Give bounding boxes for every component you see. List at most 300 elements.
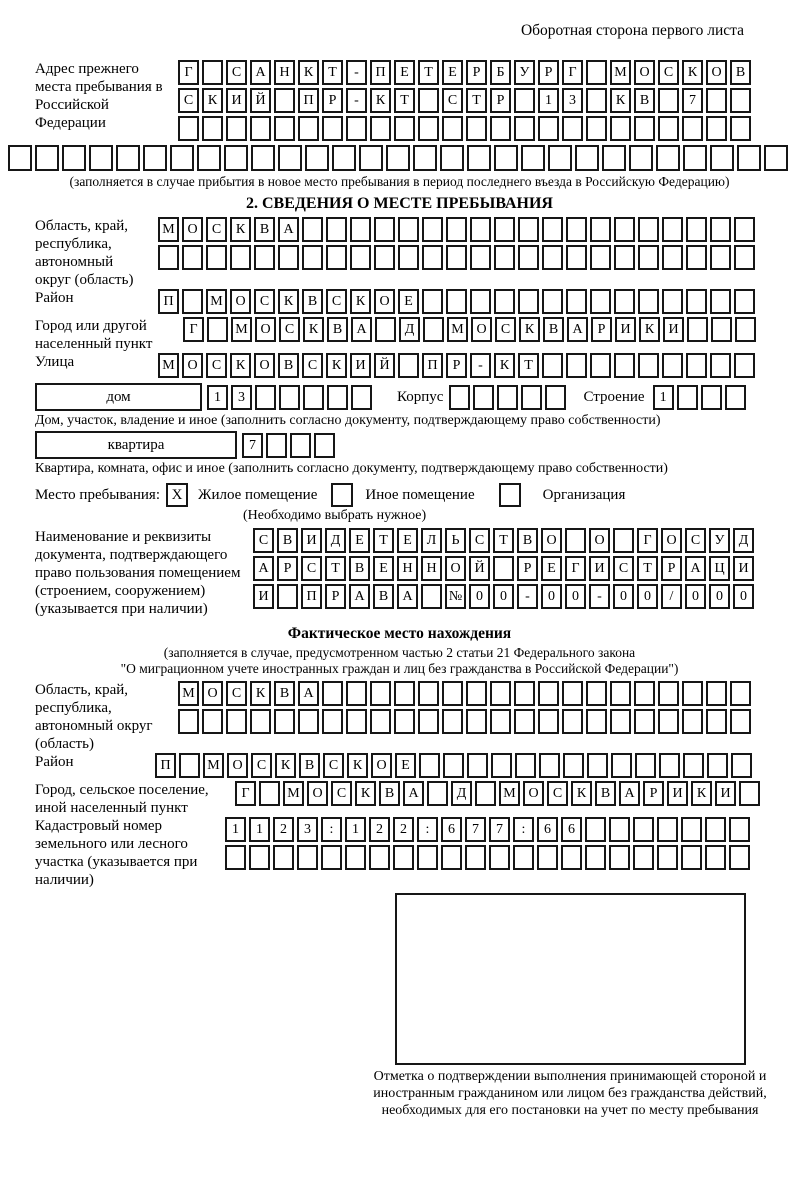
char-box[interactable]: И <box>663 317 684 342</box>
char-box[interactable] <box>466 709 487 734</box>
char-box[interactable]: С <box>226 681 247 706</box>
char-box[interactable]: А <box>349 584 370 609</box>
char-box[interactable] <box>686 217 707 242</box>
char-box[interactable]: О <box>589 528 610 553</box>
char-box[interactable]: Г <box>178 60 199 85</box>
char-box[interactable]: С <box>253 528 274 553</box>
char-box[interactable] <box>735 317 756 342</box>
char-box[interactable] <box>274 88 295 113</box>
char-box[interactable] <box>466 116 487 141</box>
char-box[interactable] <box>658 116 679 141</box>
char-box[interactable] <box>682 681 703 706</box>
char-box[interactable]: Е <box>397 528 418 553</box>
char-box[interactable] <box>514 116 535 141</box>
char-box[interactable]: С <box>301 556 322 581</box>
char-box[interactable]: М <box>203 753 224 778</box>
char-box[interactable] <box>290 433 311 458</box>
char-box[interactable]: С <box>326 289 347 314</box>
char-box[interactable] <box>585 845 606 870</box>
char-box[interactable]: А <box>351 317 372 342</box>
char-box[interactable]: К <box>350 289 371 314</box>
char-box[interactable] <box>418 681 439 706</box>
char-box[interactable]: С <box>495 317 516 342</box>
char-box[interactable]: 1 <box>345 817 366 842</box>
char-box[interactable] <box>470 289 491 314</box>
char-box[interactable] <box>493 556 514 581</box>
char-box[interactable] <box>497 385 518 410</box>
char-box[interactable]: С <box>226 60 247 85</box>
char-box[interactable]: В <box>379 781 400 806</box>
char-box[interactable] <box>394 681 415 706</box>
char-box[interactable] <box>705 817 726 842</box>
char-box[interactable]: П <box>155 753 176 778</box>
char-box[interactable]: Г <box>565 556 586 581</box>
char-box[interactable] <box>351 385 372 410</box>
char-box[interactable]: О <box>541 528 562 553</box>
char-box[interactable] <box>467 753 488 778</box>
char-box[interactable] <box>725 385 746 410</box>
char-box[interactable]: 2 <box>273 817 294 842</box>
char-box[interactable] <box>662 289 683 314</box>
char-box[interactable] <box>658 681 679 706</box>
char-box[interactable] <box>548 145 572 171</box>
char-box[interactable]: В <box>299 753 320 778</box>
char-box[interactable]: 6 <box>537 817 558 842</box>
char-box[interactable] <box>178 116 199 141</box>
char-box[interactable]: Р <box>661 556 682 581</box>
char-box[interactable] <box>350 217 371 242</box>
char-box[interactable]: К <box>298 60 319 85</box>
char-box[interactable] <box>542 289 563 314</box>
char-box[interactable]: Н <box>421 556 442 581</box>
char-box[interactable] <box>417 845 438 870</box>
char-box[interactable]: О <box>471 317 492 342</box>
char-box[interactable]: : <box>513 817 534 842</box>
char-box[interactable] <box>314 433 335 458</box>
char-box[interactable]: Т <box>466 88 487 113</box>
char-box[interactable] <box>565 528 586 553</box>
char-box[interactable] <box>8 145 32 171</box>
char-box[interactable]: О <box>202 681 223 706</box>
char-box[interactable] <box>359 145 383 171</box>
char-box[interactable] <box>375 317 396 342</box>
char-box[interactable]: 7 <box>489 817 510 842</box>
char-box[interactable]: К <box>326 353 347 378</box>
char-box[interactable] <box>609 817 630 842</box>
char-box[interactable]: Д <box>451 781 472 806</box>
char-box[interactable] <box>413 145 437 171</box>
char-box[interactable]: И <box>615 317 636 342</box>
char-box[interactable] <box>634 116 655 141</box>
char-box[interactable] <box>259 781 280 806</box>
char-box[interactable] <box>730 681 751 706</box>
char-box[interactable]: 0 <box>469 584 490 609</box>
char-box[interactable]: 1 <box>538 88 559 113</box>
char-box[interactable]: В <box>254 217 275 242</box>
char-box[interactable] <box>518 245 539 270</box>
char-box[interactable] <box>686 289 707 314</box>
char-box[interactable] <box>634 709 655 734</box>
char-box[interactable] <box>370 116 391 141</box>
char-box[interactable]: С <box>178 88 199 113</box>
char-box[interactable]: И <box>301 528 322 553</box>
char-box[interactable] <box>658 709 679 734</box>
char-box[interactable] <box>494 245 515 270</box>
char-box[interactable] <box>590 289 611 314</box>
checkbox-other-premises[interactable] <box>331 483 353 507</box>
char-box[interactable]: О <box>255 317 276 342</box>
char-box[interactable] <box>590 353 611 378</box>
char-box[interactable]: Й <box>374 353 395 378</box>
char-box[interactable] <box>322 709 343 734</box>
char-box[interactable]: П <box>298 88 319 113</box>
char-box[interactable]: Н <box>397 556 418 581</box>
char-box[interactable]: 7 <box>465 817 486 842</box>
char-box[interactable] <box>657 845 678 870</box>
char-box[interactable]: Т <box>637 556 658 581</box>
char-box[interactable]: С <box>251 753 272 778</box>
char-box[interactable]: О <box>374 289 395 314</box>
char-box[interactable]: Р <box>591 317 612 342</box>
char-box[interactable]: А <box>253 556 274 581</box>
char-box[interactable] <box>662 245 683 270</box>
char-box[interactable]: 3 <box>297 817 318 842</box>
char-box[interactable]: 0 <box>613 584 634 609</box>
char-box[interactable]: В <box>278 353 299 378</box>
char-box[interactable]: А <box>403 781 424 806</box>
char-box[interactable] <box>706 681 727 706</box>
char-box[interactable] <box>734 217 755 242</box>
char-box[interactable]: А <box>619 781 640 806</box>
char-box[interactable] <box>394 116 415 141</box>
char-box[interactable] <box>613 528 634 553</box>
char-box[interactable] <box>398 353 419 378</box>
char-box[interactable] <box>143 145 167 171</box>
char-box[interactable] <box>202 60 223 85</box>
char-box[interactable] <box>441 845 462 870</box>
char-box[interactable]: К <box>303 317 324 342</box>
char-box[interactable] <box>609 845 630 870</box>
char-box[interactable] <box>442 116 463 141</box>
char-box[interactable] <box>707 753 728 778</box>
char-box[interactable]: М <box>610 60 631 85</box>
char-box[interactable]: И <box>589 556 610 581</box>
char-box[interactable] <box>250 709 271 734</box>
char-box[interactable] <box>207 317 228 342</box>
char-box[interactable] <box>734 245 755 270</box>
char-box[interactable] <box>701 385 722 410</box>
char-box[interactable]: П <box>370 60 391 85</box>
char-box[interactable]: П <box>301 584 322 609</box>
char-box[interactable] <box>386 145 410 171</box>
char-box[interactable]: Б <box>490 60 511 85</box>
char-box[interactable]: К <box>355 781 376 806</box>
char-box[interactable]: М <box>447 317 468 342</box>
char-box[interactable]: С <box>442 88 463 113</box>
char-box[interactable]: Т <box>394 88 415 113</box>
char-box[interactable] <box>224 145 248 171</box>
char-box[interactable]: А <box>567 317 588 342</box>
char-box[interactable] <box>467 145 491 171</box>
char-box[interactable]: 0 <box>685 584 706 609</box>
char-box[interactable]: Н <box>274 60 295 85</box>
char-box[interactable]: - <box>346 88 367 113</box>
char-box[interactable]: Г <box>562 60 583 85</box>
char-box[interactable] <box>561 845 582 870</box>
char-box[interactable] <box>590 217 611 242</box>
char-box[interactable] <box>446 289 467 314</box>
char-box[interactable]: М <box>206 289 227 314</box>
char-box[interactable] <box>298 116 319 141</box>
char-box[interactable] <box>491 753 512 778</box>
char-box[interactable]: 2 <box>393 817 414 842</box>
char-box[interactable] <box>730 88 751 113</box>
char-box[interactable] <box>274 116 295 141</box>
char-box[interactable]: 1 <box>207 385 228 410</box>
char-box[interactable] <box>370 709 391 734</box>
char-box[interactable] <box>566 353 587 378</box>
char-box[interactable]: Д <box>399 317 420 342</box>
char-box[interactable] <box>566 217 587 242</box>
char-box[interactable] <box>202 116 223 141</box>
char-box[interactable] <box>682 709 703 734</box>
char-box[interactable] <box>602 145 626 171</box>
char-box[interactable]: Г <box>183 317 204 342</box>
char-box[interactable] <box>575 145 599 171</box>
char-box[interactable]: 6 <box>441 817 462 842</box>
char-box[interactable] <box>273 845 294 870</box>
char-box[interactable] <box>614 245 635 270</box>
char-box[interactable] <box>470 217 491 242</box>
char-box[interactable] <box>729 817 750 842</box>
char-box[interactable] <box>537 845 558 870</box>
char-box[interactable] <box>611 753 632 778</box>
char-box[interactable]: О <box>230 289 251 314</box>
char-box[interactable] <box>586 60 607 85</box>
char-box[interactable]: : <box>417 817 438 842</box>
char-box[interactable]: О <box>661 528 682 553</box>
char-box[interactable]: И <box>667 781 688 806</box>
char-box[interactable] <box>490 681 511 706</box>
char-box[interactable]: В <box>517 528 538 553</box>
char-box[interactable]: В <box>543 317 564 342</box>
char-box[interactable]: Й <box>469 556 490 581</box>
char-box[interactable]: Т <box>373 528 394 553</box>
char-box[interactable] <box>710 217 731 242</box>
char-box[interactable] <box>682 116 703 141</box>
char-box[interactable] <box>681 817 702 842</box>
char-box[interactable]: С <box>331 781 352 806</box>
char-box[interactable] <box>729 845 750 870</box>
char-box[interactable]: Е <box>394 60 415 85</box>
char-box[interactable] <box>279 385 300 410</box>
char-box[interactable] <box>681 845 702 870</box>
char-box[interactable]: П <box>158 289 179 314</box>
char-box[interactable]: П <box>422 353 443 378</box>
char-box[interactable] <box>178 709 199 734</box>
char-box[interactable] <box>369 845 390 870</box>
char-box[interactable]: Г <box>235 781 256 806</box>
char-box[interactable] <box>89 145 113 171</box>
char-box[interactable] <box>638 217 659 242</box>
char-box[interactable]: А <box>397 584 418 609</box>
char-box[interactable] <box>170 145 194 171</box>
char-box[interactable]: О <box>523 781 544 806</box>
char-box[interactable] <box>514 709 535 734</box>
char-box[interactable] <box>370 681 391 706</box>
char-box[interactable] <box>251 145 275 171</box>
char-box[interactable] <box>711 317 732 342</box>
char-box[interactable] <box>394 709 415 734</box>
char-box[interactable] <box>303 385 324 410</box>
char-box[interactable]: 1 <box>225 817 246 842</box>
char-box[interactable]: / <box>661 584 682 609</box>
char-box[interactable]: Т <box>322 60 343 85</box>
char-box[interactable] <box>442 681 463 706</box>
char-box[interactable] <box>677 385 698 410</box>
char-box[interactable]: 0 <box>637 584 658 609</box>
char-box[interactable] <box>545 385 566 410</box>
char-box[interactable]: Е <box>541 556 562 581</box>
char-box[interactable] <box>737 145 761 171</box>
char-box[interactable]: К <box>230 217 251 242</box>
char-box[interactable]: М <box>158 353 179 378</box>
char-box[interactable] <box>566 289 587 314</box>
char-box[interactable]: К <box>571 781 592 806</box>
char-box[interactable] <box>710 145 734 171</box>
char-box[interactable] <box>585 817 606 842</box>
char-box[interactable] <box>158 245 179 270</box>
char-box[interactable] <box>274 709 295 734</box>
char-box[interactable]: Р <box>517 556 538 581</box>
char-box[interactable]: У <box>709 528 730 553</box>
char-box[interactable]: М <box>499 781 520 806</box>
char-box[interactable] <box>230 245 251 270</box>
char-box[interactable]: С <box>613 556 634 581</box>
char-box[interactable]: В <box>373 584 394 609</box>
char-box[interactable] <box>116 145 140 171</box>
char-box[interactable] <box>494 217 515 242</box>
char-box[interactable] <box>226 116 247 141</box>
char-box[interactable] <box>515 753 536 778</box>
char-box[interactable]: Е <box>373 556 394 581</box>
char-box[interactable] <box>423 317 444 342</box>
char-box[interactable]: Е <box>349 528 370 553</box>
char-box[interactable] <box>610 681 631 706</box>
char-box[interactable]: В <box>730 60 751 85</box>
char-box[interactable] <box>634 681 655 706</box>
char-box[interactable]: 3 <box>562 88 583 113</box>
char-box[interactable] <box>490 116 511 141</box>
char-box[interactable]: С <box>302 353 323 378</box>
char-box[interactable] <box>322 116 343 141</box>
char-box[interactable] <box>442 709 463 734</box>
char-box[interactable]: - <box>470 353 491 378</box>
char-box[interactable]: 0 <box>493 584 514 609</box>
char-box[interactable]: - <box>589 584 610 609</box>
char-box[interactable] <box>346 709 367 734</box>
char-box[interactable]: Р <box>325 584 346 609</box>
char-box[interactable] <box>326 245 347 270</box>
char-box[interactable]: К <box>230 353 251 378</box>
char-box[interactable] <box>731 753 752 778</box>
char-box[interactable] <box>494 145 518 171</box>
char-box[interactable] <box>494 289 515 314</box>
char-box[interactable] <box>327 385 348 410</box>
char-box[interactable]: Д <box>733 528 754 553</box>
char-box[interactable]: Т <box>518 353 539 378</box>
char-box[interactable]: У <box>514 60 535 85</box>
char-box[interactable]: Ц <box>709 556 730 581</box>
char-box[interactable] <box>563 753 584 778</box>
char-box[interactable] <box>683 145 707 171</box>
char-box[interactable]: 6 <box>561 817 582 842</box>
char-box[interactable] <box>656 145 680 171</box>
char-box[interactable] <box>538 709 559 734</box>
char-box[interactable] <box>418 116 439 141</box>
char-box[interactable] <box>538 116 559 141</box>
char-box[interactable] <box>179 753 200 778</box>
char-box[interactable]: К <box>202 88 223 113</box>
char-box[interactable] <box>706 88 727 113</box>
char-box[interactable] <box>346 116 367 141</box>
char-box[interactable] <box>513 845 534 870</box>
char-box[interactable]: Т <box>493 528 514 553</box>
char-box[interactable] <box>730 709 751 734</box>
char-box[interactable]: С <box>547 781 568 806</box>
char-box[interactable]: К <box>682 60 703 85</box>
char-box[interactable]: О <box>634 60 655 85</box>
char-box[interactable]: К <box>610 88 631 113</box>
char-box[interactable] <box>521 145 545 171</box>
char-box[interactable]: О <box>254 353 275 378</box>
char-box[interactable] <box>350 245 371 270</box>
char-box[interactable]: 0 <box>709 584 730 609</box>
char-box[interactable]: О <box>182 217 203 242</box>
char-box[interactable]: 3 <box>231 385 252 410</box>
char-box[interactable] <box>710 289 731 314</box>
char-box[interactable] <box>657 817 678 842</box>
char-box[interactable] <box>658 88 679 113</box>
char-box[interactable] <box>305 145 329 171</box>
char-box[interactable] <box>705 845 726 870</box>
char-box[interactable] <box>374 245 395 270</box>
char-box[interactable] <box>277 584 298 609</box>
char-box[interactable] <box>614 217 635 242</box>
char-box[interactable]: Р <box>466 60 487 85</box>
char-box[interactable] <box>393 845 414 870</box>
char-box[interactable] <box>249 845 270 870</box>
char-box[interactable]: 1 <box>653 385 674 410</box>
char-box[interactable]: С <box>254 289 275 314</box>
char-box[interactable]: В <box>595 781 616 806</box>
char-box[interactable] <box>255 385 276 410</box>
char-box[interactable] <box>730 116 751 141</box>
char-box[interactable]: Р <box>490 88 511 113</box>
char-box[interactable]: 0 <box>733 584 754 609</box>
char-box[interactable] <box>566 245 587 270</box>
char-box[interactable]: Ь <box>445 528 466 553</box>
char-box[interactable]: И <box>733 556 754 581</box>
char-box[interactable] <box>278 145 302 171</box>
char-box[interactable]: Д <box>325 528 346 553</box>
char-box[interactable] <box>638 353 659 378</box>
char-box[interactable]: В <box>327 317 348 342</box>
char-box[interactable] <box>542 353 563 378</box>
char-box[interactable] <box>542 245 563 270</box>
char-box[interactable]: О <box>182 353 203 378</box>
char-box[interactable]: : <box>321 817 342 842</box>
